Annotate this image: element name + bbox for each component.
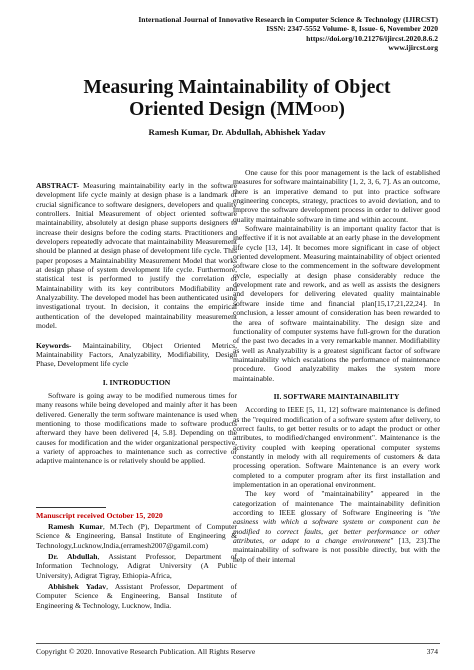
- body-paragraph: According to IEEE [5, 11, 12] software maintenance is defined as the "required modification of a software system after delivery, to correct faults, to get better results or to adapt the product or other attributes, to modified/changed environment". Maintenance is the activity coupled with keeping operational computer systems constantly in melody with all requirements of customers & data processing operation. Software Maintenance is an every work completed to a computer program after its first installation and implementation in an operational environment.: [233, 405, 440, 489]
- author-bio-name: Ramesh Kumar: [48, 521, 103, 531]
- definition-quote: "the easiness with which a software system or component can be modified to correct faults, get better performance or other attributes, or adapt to a change environment": [233, 508, 440, 546]
- issn-line: ISSN: 2347-5552 Volume- 8, Issue- 6, November 2020: [266, 24, 438, 34]
- body-paragraph: Software maintainability is an important quality factor that is ineffective if it is not available at an early phase in the development life cycle [13, 14]. It becomes more significant in case of object oriented development. Measuring maintainability of object oriented software close to the commencement in the software development cycle, especially at design phase considerably reduce the development rate and rework, and as well as assists the designers and developers for delivering elevated quality maintainable software inside time and financial plan[15,17,21,22,24]. In conclusion, a lesser amount of consideration has been rewarded to the area of software maintainability. The design size and functionality of computer systems have full-grown for the duration of the past two decades in a very remarkable manner. Modifiability as well as Analyzability is a greatest significant factor of software maintainability which escalations the performance of maintenance procedure. Good analyzability makes the system more maintainable.: [233, 224, 440, 383]
- keywords-label: Keywords-: [36, 340, 72, 350]
- body-paragraph: [233, 489, 440, 564]
- footer-divider: [36, 643, 440, 644]
- doi-link[interactable]: https://doi.org/10.21276/ijircst.2020.8.6.2: [306, 33, 438, 43]
- section-heading-software-maintainability: II. SOFTWARE MAINTAINABILITY: [273, 391, 400, 401]
- author-list: Ramesh Kumar, Dr. Abdullah, Abhishek Yadav: [148, 127, 326, 137]
- paper-title: [0, 77, 474, 123]
- section-heading-introduction: I. INTRODUCTION: [102, 377, 171, 387]
- author-bio: [36, 552, 237, 580]
- author-bio-text: , Assistant Professor, Department of Computer Science & Engineering, Bansal Institute of Engineering & Technology, Lucknow, India.: [36, 582, 237, 610]
- abstract: [36, 181, 237, 331]
- title-line-2-prefix: Oriented Design (MM: [129, 99, 314, 120]
- author-bio: [36, 522, 237, 550]
- keywords-text: Maintainability, Object Oriented Metrics, Maintainability Factors, Analyzability, Modifiability, Design Phase, Development life cycle: [36, 340, 237, 369]
- title-line-1: Measuring Maintainability of Object: [83, 77, 391, 98]
- author-bio-text: , Assistant Professor, Department of Information Technology, Adigrat University (A Public University), Adigrat Tigray, Ethiopia-Africa,: [36, 552, 237, 580]
- title-line-2: [0, 99, 474, 123]
- page-number: 374: [426, 647, 438, 656]
- title-line-2-suffix: ): [338, 99, 345, 120]
- site-link[interactable]: www.ijircst.org: [388, 42, 438, 52]
- right-column: [233, 168, 440, 564]
- manuscript-received: Manuscript received October 15, 2020: [36, 510, 163, 520]
- body-paragraph: One cause for this poor management is the lack of established measures for software maintainability [1, 2, 3, 6, 7]. As an outcome, there is an imperative demand to put into practice software engineering concepts, strategy, practices to avoid deviation, and to improve the software development process in order to deliver good quality maintainable software in time and within account.: [233, 168, 440, 224]
- left-column: [36, 181, 237, 610]
- author-bio-name: Abhishek Yadav: [48, 582, 107, 592]
- author-bio-name: Dr. Abdullah: [48, 552, 98, 561]
- abstract-label: ABSTRACT-: [36, 181, 80, 190]
- paragraph-text: The key word of "maintainability" appeared in the categorization of maintenance The maintainability definition according to IEEE glossary of Software Engineering is: [233, 489, 440, 518]
- footnote-divider: [36, 507, 106, 508]
- keywords: [36, 341, 237, 369]
- author-bio: [36, 582, 237, 610]
- copyright-notice: Copyright © 2020. Innovative Research Publication. All Rights Reserve: [36, 647, 256, 656]
- abstract-text: Measuring maintainability early in the software development life cycle mainly at design phase is a landmark of crucial significance to software designers, developers and quality controllers. Initial Measurement of object oriented software maintainability, absolutely at design phase supports designers to increase their designs before the coding starts. Practitioners and developers repeatedly advocate that maintainability Measurement should be planned at design phase of development life cycle. This paper proposes a Maintainability Measurement Model that works at design phase of system development life cycle. Furthermore, statistical test is performed to justify the correlation of Maintainability with its key contributors Modifiability and Analyzability. The developed model has been authenticated using investigational tryout. In decision, it contains the empirical authentication of the developed maintainability measurement model.: [36, 181, 237, 331]
- journal-header: [138, 15, 438, 52]
- paragraph-text: [13, 23].The maintainability of software is not possible directly, but with the help of their internal: [233, 536, 440, 564]
- journal-name: International Journal of Innovative Research in Computer Science & Technology (IJIRCST): [138, 15, 438, 24]
- author-bio-text: , M.Tech (P), Department of Computer Science & Engineering, Bansal Institute of Engineering & Technology,Lucknow,India,(erramesh2007@gamil.com): [36, 521, 237, 550]
- introduction-paragraph: Software is going away to be modified numerous times for many reasons while being developed and mainly after it has been delivered. Generally the term software maintenance is used when mentioning to those modifications made to software products afterward they have been delivered [4, 5.8]. Depending on the causes for modification and the wider organizational perspective, a variety of approaches to maintenance such as corrective or adaptive maintenance is or relatively should be applied.: [36, 390, 237, 466]
- title-superscript: OOD: [313, 103, 339, 115]
